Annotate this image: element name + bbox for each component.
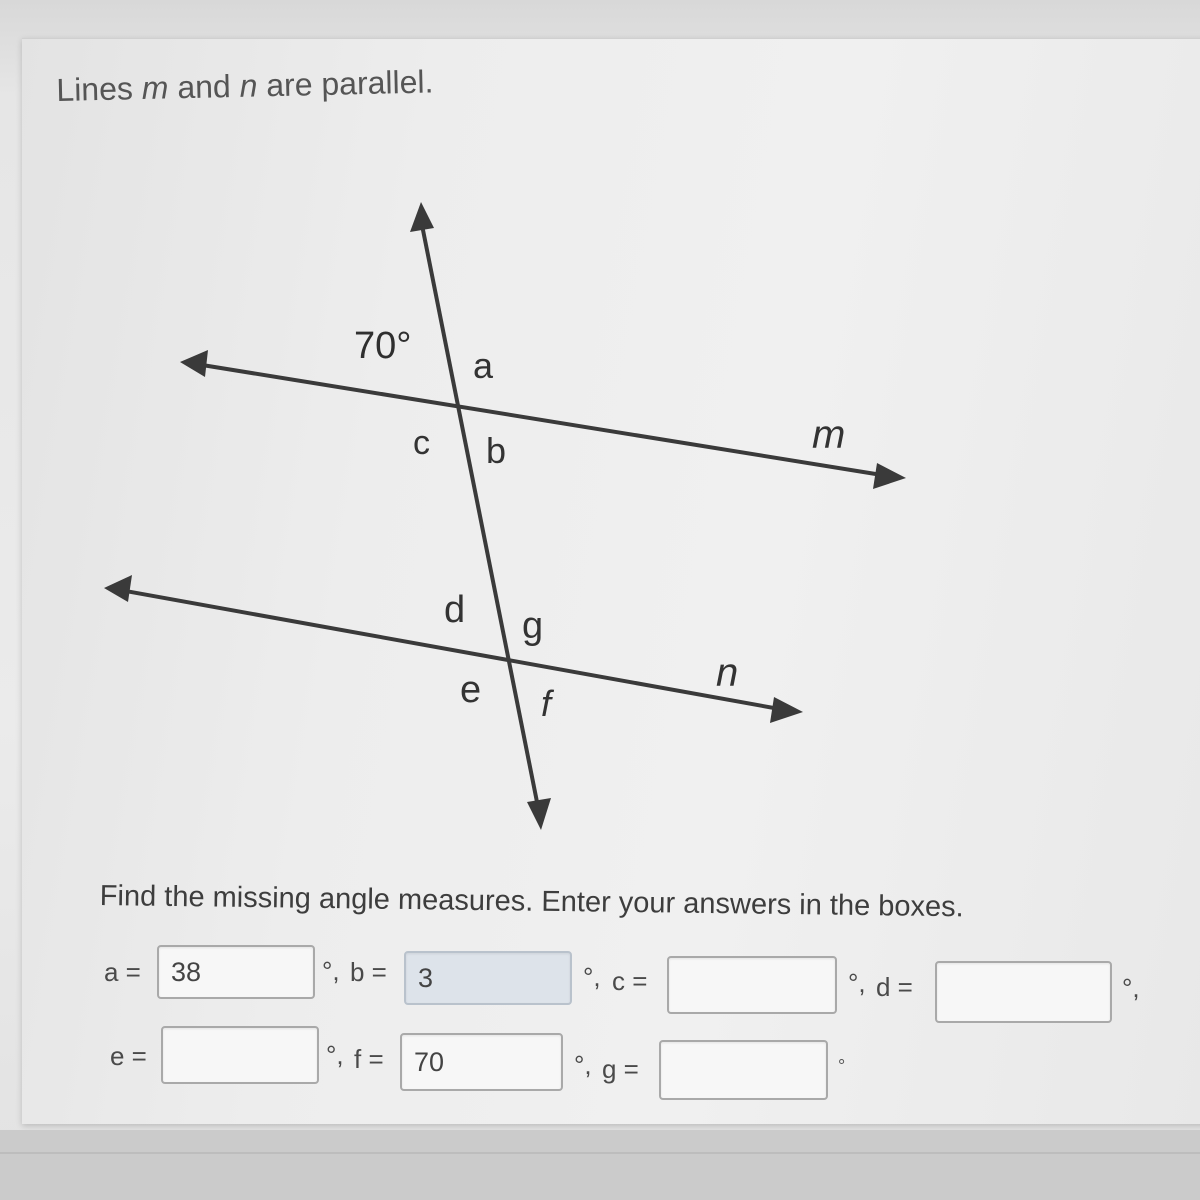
answer-f-label: f =: [354, 1044, 384, 1074]
transversal-bottom-arrow: [527, 798, 551, 830]
answer-c-label: c =: [612, 966, 648, 996]
separator-after-c: °,: [848, 968, 866, 998]
line-n-label: n: [716, 651, 739, 695]
answer-e-input[interactable]: [161, 1026, 319, 1084]
angle-label-g: g: [522, 605, 544, 647]
angle-label-e: e: [460, 669, 482, 711]
given-angle-label: 70°: [354, 325, 412, 367]
line-m-right-arrow: [873, 463, 906, 489]
angle-label-b: b: [486, 430, 507, 471]
answer-a-label: a =: [104, 957, 141, 987]
answer-b-input[interactable]: [404, 951, 572, 1005]
answer-e-label: e =: [110, 1041, 147, 1071]
answer-c-input[interactable]: [667, 956, 837, 1014]
answer-b-label: b =: [350, 957, 387, 987]
answer-d-input[interactable]: [935, 961, 1112, 1023]
separator-after-f: °,: [574, 1050, 592, 1080]
transversal-top-arrow: [410, 202, 434, 232]
angle-label-d: d: [444, 589, 466, 631]
transversal-line: [421, 220, 539, 812]
line-n-right-arrow: [770, 697, 803, 723]
separator-after-a: °,: [322, 956, 340, 986]
line-m: [196, 364, 888, 476]
prompt-line-m: m: [141, 69, 169, 107]
line-m-left-arrow: [180, 350, 208, 377]
separator-after-d: °,: [1122, 973, 1140, 1003]
prompt-and-word: and: [176, 68, 232, 106]
answer-f-input[interactable]: [400, 1033, 563, 1091]
line-m-label: m: [812, 413, 846, 457]
prompt-line-n: n: [239, 67, 258, 104]
instructions-text: Find the missing angle measures. Enter your answers in the boxes.: [99, 880, 964, 924]
answer-g-label: g =: [602, 1054, 639, 1084]
line-n-left-arrow: [104, 575, 132, 602]
degree-after-g: °: [838, 1056, 846, 1076]
answer-g-input[interactable]: [659, 1040, 828, 1100]
angle-label-a: a: [473, 345, 494, 386]
separator-after-e: °,: [326, 1040, 344, 1070]
answer-d-label: d =: [876, 972, 913, 1002]
answer-a-input[interactable]: [157, 945, 315, 999]
angle-label-f: f: [541, 683, 552, 724]
prompt-rest: are parallel.: [265, 63, 434, 104]
angle-label-c: c: [413, 424, 430, 462]
prompt-lines-word: Lines: [56, 70, 134, 108]
separator-after-b: °,: [583, 962, 601, 992]
